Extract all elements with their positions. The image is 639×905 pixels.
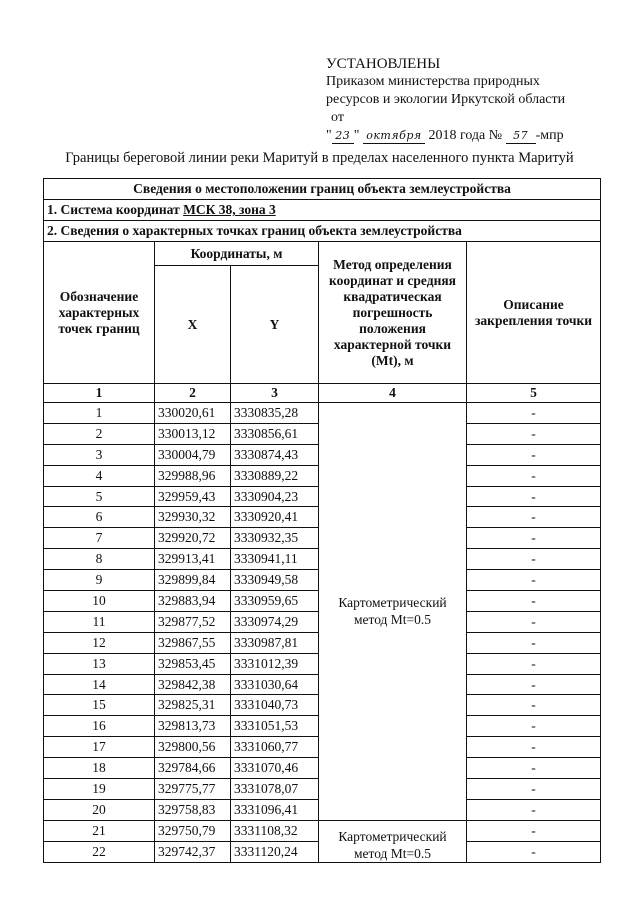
doc-suffix: -мпр <box>535 128 564 143</box>
doc-number: 57 <box>506 128 536 144</box>
coord-y: 3330974,29 <box>231 611 319 632</box>
coord-y: 3330856,61 <box>231 423 319 444</box>
coord-y: 3331070,46 <box>231 758 319 779</box>
point-number: 17 <box>44 737 155 758</box>
date-month: октября <box>363 128 425 144</box>
header-method: Метод определения координат и средняя квадратическая погрешность положения характерной точки (Mt), м <box>319 242 467 384</box>
point-description: - <box>467 507 601 528</box>
point-description: - <box>467 716 601 737</box>
coord-y: 3331096,41 <box>231 799 319 820</box>
column-number: 4 <box>319 384 467 403</box>
coord-x: 330004,79 <box>155 444 231 465</box>
coord-y: 3330920,41 <box>231 507 319 528</box>
coord-y: 3330904,23 <box>231 486 319 507</box>
point-number: 8 <box>44 549 155 570</box>
coord-x: 329920,72 <box>155 528 231 549</box>
coord-y: 3331051,53 <box>231 716 319 737</box>
header-description: Описание закрепления точки <box>467 242 601 384</box>
coord-x: 329775,77 <box>155 779 231 800</box>
coord-y: 3331030,64 <box>231 674 319 695</box>
coord-x: 329913,41 <box>155 549 231 570</box>
point-description: - <box>467 632 601 653</box>
point-description: - <box>467 423 601 444</box>
point-number: 5 <box>44 486 155 507</box>
approval-header <box>326 55 626 145</box>
points-section-title: 2. Сведения о характерных точках границ объекта землеустройства <box>44 221 601 242</box>
column-number: 1 <box>44 384 155 403</box>
point-description: - <box>467 486 601 507</box>
point-description: - <box>467 695 601 716</box>
point-number: 10 <box>44 591 155 612</box>
coord-x: 329842,38 <box>155 674 231 695</box>
header-y: Y <box>231 266 319 384</box>
point-number: 21 <box>44 820 155 841</box>
coord-y: 3331120,24 <box>231 841 319 862</box>
coord-y: 3331078,07 <box>231 779 319 800</box>
point-number: 6 <box>44 507 155 528</box>
order-line-1: Приказом министерства природных <box>326 74 540 89</box>
coord-x: 329867,55 <box>155 632 231 653</box>
approved-label: УСТАНОВЛЕНЫ <box>326 56 441 72</box>
point-number: 3 <box>44 444 155 465</box>
date-day: 23 <box>332 128 354 144</box>
method-cell <box>319 403 467 821</box>
point-number: 4 <box>44 465 155 486</box>
coord-y: 3330987,81 <box>231 632 319 653</box>
date-year: 2018 года № <box>428 128 503 143</box>
coord-x: 329883,94 <box>155 591 231 612</box>
table-row <box>44 820 601 841</box>
column-numbers-row <box>44 384 601 403</box>
column-number: 5 <box>467 384 601 403</box>
coord-x: 329930,32 <box>155 507 231 528</box>
coord-y: 3331060,77 <box>231 737 319 758</box>
coord-x: 329784,66 <box>155 758 231 779</box>
method-text-1: Картометрический <box>338 828 447 844</box>
coord-x: 329825,31 <box>155 695 231 716</box>
point-number: 11 <box>44 611 155 632</box>
method-text-2: метод Mt=0.5 <box>353 612 432 628</box>
point-description: - <box>467 528 601 549</box>
point-number: 1 <box>44 403 155 424</box>
coord-x: 329853,45 <box>155 653 231 674</box>
method-cell <box>319 820 467 862</box>
coord-y: 3330932,35 <box>231 528 319 549</box>
point-number: 19 <box>44 779 155 800</box>
point-description: - <box>467 403 601 424</box>
coord-y: 3330949,58 <box>231 570 319 591</box>
coord-system-row <box>44 200 601 221</box>
coord-y: 3330835,28 <box>231 403 319 424</box>
point-number: 16 <box>44 716 155 737</box>
boundary-table <box>43 178 601 863</box>
order-line-2: ресурсов и экологии Иркутской области <box>326 92 566 107</box>
coord-y: 3330874,43 <box>231 444 319 465</box>
point-description: - <box>467 779 601 800</box>
table-row <box>44 403 601 424</box>
coord-x: 330020,61 <box>155 403 231 424</box>
document-title: Границы береговой линии реки Маритуй в пределах населенного пункта Маритуй <box>65 150 574 166</box>
coord-x: 329899,84 <box>155 570 231 591</box>
point-number: 22 <box>44 841 155 862</box>
coord-y: 3331108,32 <box>231 820 319 841</box>
coord-x: 329758,83 <box>155 799 231 820</box>
point-description: - <box>467 841 601 862</box>
point-number: 20 <box>44 799 155 820</box>
method-text-2: метод Mt=0.5 <box>353 845 432 861</box>
method-text-1: Картометрический <box>338 595 447 611</box>
point-number: 18 <box>44 758 155 779</box>
coord-system-value: МСК 38, зона 3 <box>183 202 276 217</box>
point-description: - <box>467 674 601 695</box>
point-number: 14 <box>44 674 155 695</box>
column-number: 2 <box>155 384 231 403</box>
coord-x: 329988,96 <box>155 465 231 486</box>
coord-x: 330013,12 <box>155 423 231 444</box>
point-number: 2 <box>44 423 155 444</box>
point-number: 13 <box>44 653 155 674</box>
point-number: 7 <box>44 528 155 549</box>
coord-y: 3330889,22 <box>231 465 319 486</box>
point-description: - <box>467 737 601 758</box>
point-number: 9 <box>44 570 155 591</box>
column-number: 3 <box>231 384 319 403</box>
point-description: - <box>467 611 601 632</box>
header-coordinates: Координаты, м <box>155 242 319 266</box>
point-description: - <box>467 570 601 591</box>
point-description: - <box>467 549 601 570</box>
coord-y: 3331040,73 <box>231 695 319 716</box>
coord-y: 3331012,39 <box>231 653 319 674</box>
point-description: - <box>467 820 601 841</box>
coord-y: 3330941,11 <box>231 549 319 570</box>
point-description: - <box>467 758 601 779</box>
coord-x: 329959,43 <box>155 486 231 507</box>
coord-x: 329813,73 <box>155 716 231 737</box>
coord-x: 329742,37 <box>155 841 231 862</box>
header-point-designation: Обозначение характерных точек границ <box>44 242 155 384</box>
coord-system-label: 1. Система координат <box>47 202 180 217</box>
section-title: Сведения о местоположении границ объекта землеустройства <box>44 179 601 200</box>
point-description: - <box>467 465 601 486</box>
point-description: - <box>467 444 601 465</box>
header-x: X <box>155 266 231 384</box>
coord-x: 329877,52 <box>155 611 231 632</box>
coord-x: 329750,79 <box>155 820 231 841</box>
point-description: - <box>467 653 601 674</box>
point-number: 12 <box>44 632 155 653</box>
order-from: от <box>331 110 344 125</box>
point-description: - <box>467 799 601 820</box>
order-date-line: " 23 " октября 2018 года № 57 -мпр <box>326 128 564 143</box>
point-description: - <box>467 591 601 612</box>
coord-x: 329800,56 <box>155 737 231 758</box>
point-number: 15 <box>44 695 155 716</box>
coord-y: 3330959,65 <box>231 591 319 612</box>
